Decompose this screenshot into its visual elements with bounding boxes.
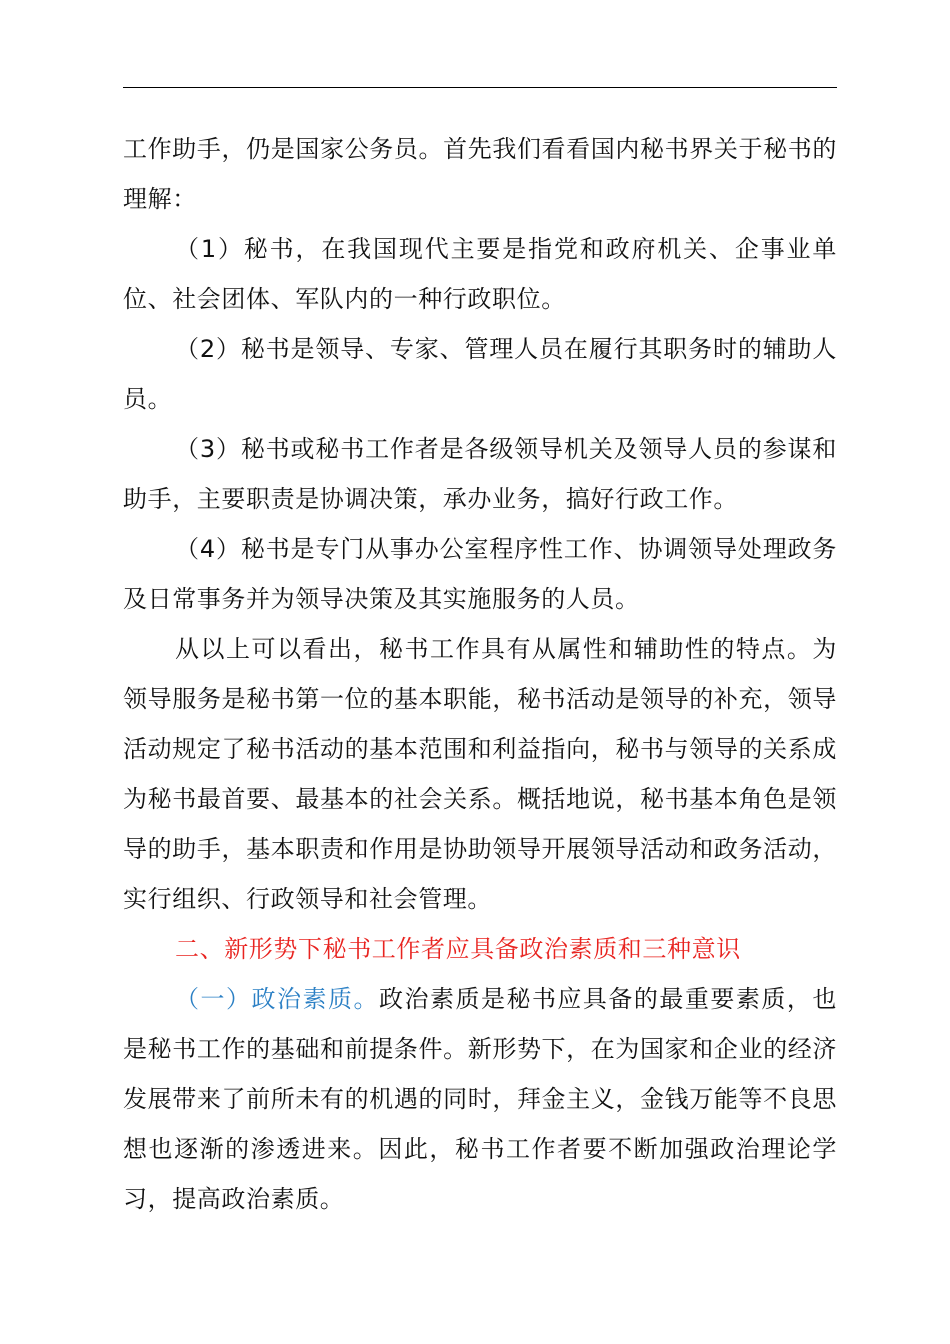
definition-2: （2）秘书是领导、专家、管理人员在履行其职务时的辅助人员。 bbox=[123, 335, 837, 413]
subsection-body: 政治素质是秘书应具备的最重要素质，也是秘书工作的基础和前提条件。新形势下，在为国家和企业的经济发展带来了前所未有的机遇的同时，拜金主义，金钱万能等不良思想也逐渐的渗透进来。因此，秘书工作者要不断加强政治理论学习，提高政治素质。 bbox=[123, 985, 837, 1213]
subsection-paragraph bbox=[123, 974, 837, 1224]
summary-paragraph: 从以上可以看出，秘书工作具有从属性和辅助性的特点。为领导服务是秘书第一位的基本职能，秘书活动是领导的补充，领导活动规定了秘书活动的基本范围和利益指向，秘书与领导的关系成为秘书最首要、最基本的社会关系。概括地说，秘书基本角色是领导的助手，基本职责和作用是协助领导开展领导活动和政务活动，实行组织、行政领导和社会管理。 bbox=[123, 635, 837, 913]
section-heading: 二、新形势下秘书工作者应具备政治素质和三种意识 bbox=[175, 935, 741, 963]
subsection-title: （一）政治素质。 bbox=[175, 985, 379, 1013]
header-rule bbox=[123, 87, 837, 88]
definition-1: （1）秘书，在我国现代主要是指党和政府机关、企事业单位、社会团体、军队内的一种行政职位。 bbox=[123, 235, 837, 313]
document-body bbox=[123, 124, 837, 1224]
definition-4: （4）秘书是专门从事办公室程序性工作、协调领导处理政务及日常事务并为领导决策及其实施服务的人员。 bbox=[123, 535, 837, 613]
definition-3: （3）秘书或秘书工作者是各级领导机关及领导人员的参谋和助手，主要职责是协调决策，承办业务，搞好行政工作。 bbox=[123, 435, 837, 513]
intro-paragraph: 工作助手，仍是国家公务员。首先我们看看国内秘书界关于秘书的理解： bbox=[123, 135, 837, 213]
